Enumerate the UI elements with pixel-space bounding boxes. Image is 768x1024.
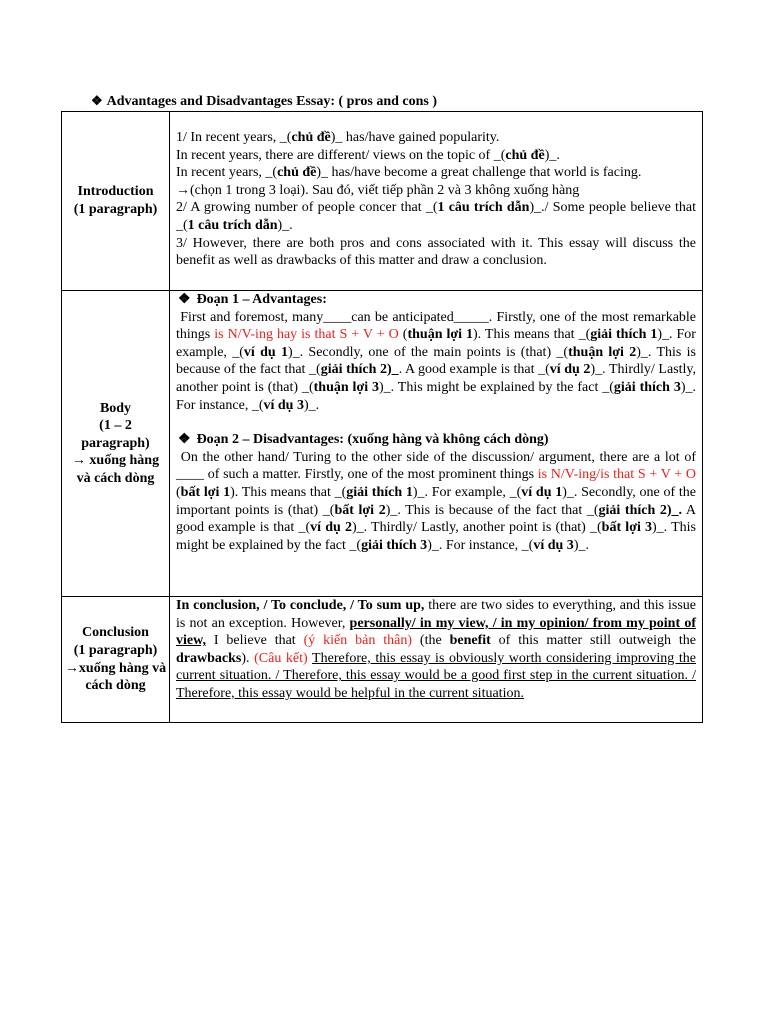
- advantages-heading: ❖ Đoạn 1 – Advantages:: [178, 292, 327, 307]
- intro-line-2: In recent years, there are different/ views on the topic of _(chủ đề)_.: [176, 147, 560, 163]
- conclusion-paragraph: In conclusion, / To conclude, / To sum up, there are two sides to everything, and this issue is not an exception. However, personally/ in my view, / in my opinion/ from my point of view, I believe that (ý kiến bản thân) (the benefit of this matter still outweigh the drawbacks). (Câu kết) Therefore, this essay is obviously worth considering improving the current situation. / Therefore, this essay would be a good first step in the current situation. / Therefore, this essay would be helpful in the current situation.: [176, 598, 696, 701]
- essay-structure-table: [61, 111, 703, 723]
- bullet-diamond-icon: ❖: [91, 93, 103, 108]
- conclusion-content: [170, 597, 703, 723]
- body-content: [170, 291, 703, 597]
- intro-line-5: 2/ A growing number of people concer that _(1 câu trích dẫn)_./ Some people believe that _(1 câu trích dẫn)_.: [176, 200, 696, 233]
- bullet-diamond-icon: ❖: [178, 292, 191, 307]
- arrow-right-icon: →: [71, 453, 86, 469]
- page-title: [91, 93, 437, 110]
- intro-line-6: 3/ However, there are both pros and cons associated with it. This essay will discuss the benefit as well as drawbacks of this matter and draw a conclusion.: [176, 235, 696, 269]
- conclusion-row: [62, 597, 703, 723]
- disadvantages-heading: ❖ Đoạn 2 – Disadvantages: (xuống hàng và không cách dòng): [178, 432, 549, 448]
- bullet-diamond-icon: ❖: [178, 432, 191, 448]
- arrow-right-icon: →: [64, 660, 79, 676]
- advantages-paragraph: First and foremost, many____can be anticipated_____. Firstly, one of the most remarkable things is N/V-ing hay is that S + V + O (thuận lợi 1). This means that _(giải thích 1)_. For example, _(ví dụ 1)_. Secondly, one of the main points is (that) _(thuận lợi 2)_. This is because of the fact that _(giải thích 2)_. A good example is that _(ví dụ 2)_. Thirdly/ Lastly, another point is (that) _(thuận lợi 3)_. This might be explained by the fact _(giải thích 3)_. For instance, _(ví dụ 3)_.: [176, 309, 697, 413]
- intro-line-1: 1/ In recent years, _(chủ đề)_ has/have gained popularity.: [176, 130, 500, 145]
- intro-line-4: →(chọn 1 trong 3 loại). Sau đó, viết tiếp phần 2 và 3 không xuống hàng: [176, 182, 580, 198]
- title-text: Advantages and Disadvantages Essay: ( pros and cons ): [106, 94, 438, 109]
- intro-line-3: In recent years, _(chủ đề)_ has/have become a great challenge that world is facing.: [176, 165, 642, 181]
- conclusion-label: Conclusion (1 paragraph) →xuống hàng và cách dòng: [62, 597, 170, 723]
- arrow-right-icon: →: [176, 182, 190, 198]
- body-row: [62, 291, 703, 597]
- body-label: Body (1 – 2 paragraph) → xuống hàng và cách dòng: [62, 291, 170, 597]
- introduction-row: [62, 112, 703, 291]
- introduction-content: [170, 112, 703, 291]
- introduction-label: Introduction (1 paragraph): [62, 112, 170, 291]
- disadvantages-paragraph: On the other hand/ Turing to the other side of the discussion/ argument, there are a lot of ____ of such a matter. Firstly, one of the most prominent things is N/V-ing/is that S + V + O (bất lợi 1). This means that _(giải thích 1)_. For example, _(ví dụ 1)_. Secondly, one of the important points is (that) _(bất lợi 2)_. This is because of the fact that _(giải thích 2)_. A good example is that _(ví dụ 2)_. Thirdly/ Lastly, another point is (that) _(bất lợi 3)_. This might be explained by the fact _(giải thích 3)_. For instance, _(ví dụ 3)_.: [176, 449, 697, 553]
